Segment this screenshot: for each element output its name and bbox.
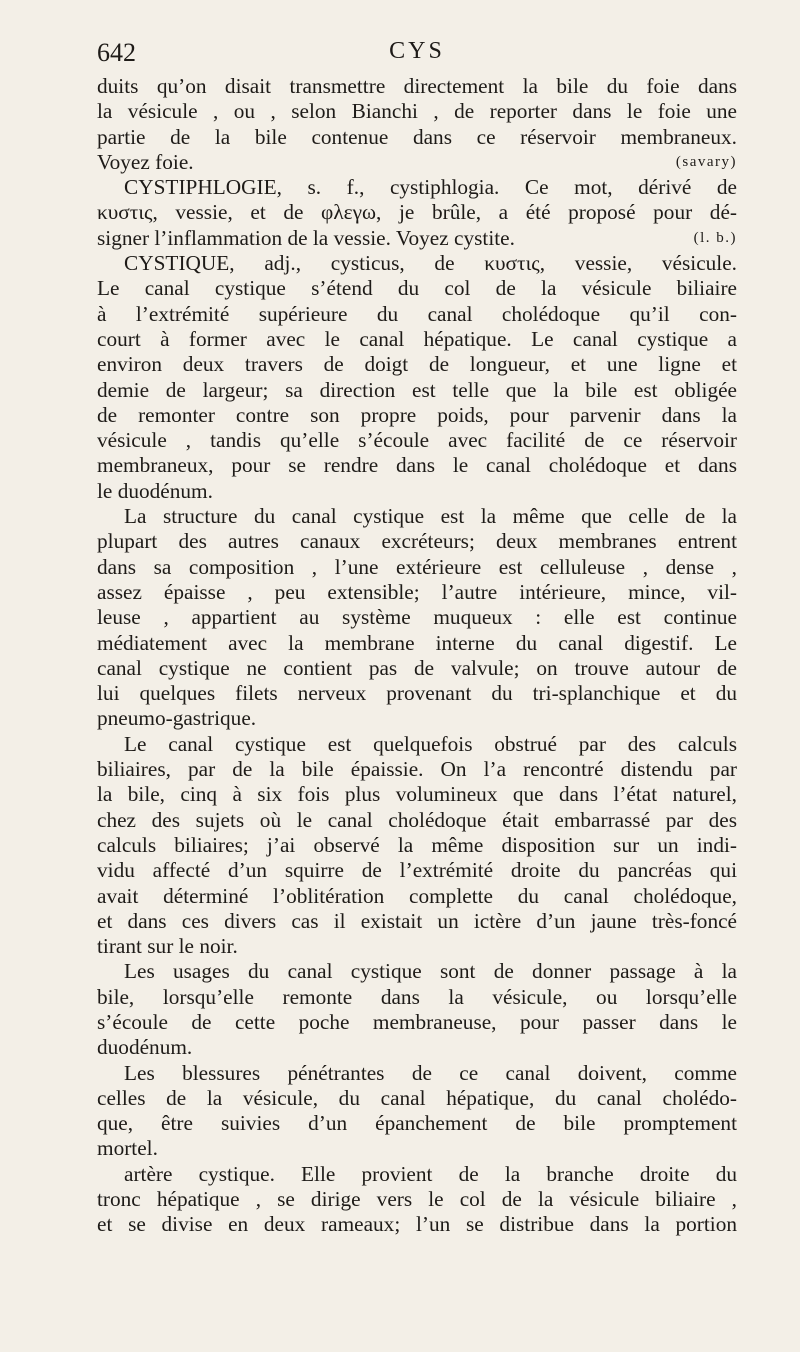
text-line: κυστις, vessie, et de φλεγω, je brûle, a été proposé pour dé- [97, 200, 737, 225]
text-line: artère cystique. Elle provient de la branche droite du [124, 1161, 737, 1186]
text-line: plupart des autres canaux excréteurs; deux membranes entrent [97, 529, 737, 554]
text-line: calculs biliaires; j’ai observé la même disposition sur un indi- [97, 832, 737, 857]
text-line: assez épaisse , peu extensible; l’autre intérieure, mince, vil- [97, 579, 737, 604]
text-line: duodénum. [97, 1035, 193, 1060]
text-line: partie de la bile contenue dans ce réservoir membraneux. [97, 124, 737, 149]
running-head: CYS [389, 38, 445, 64]
text-line: canal cystique ne contient pas de valvule; on trouve autour de [97, 655, 737, 680]
text-line: celles de la vésicule, du canal hépatique, du canal cholédo- [97, 1085, 737, 1110]
text-line: tronc hépatique , se dirige vers le col de la vésicule biliaire , [97, 1187, 737, 1212]
text-line: Le canal cystique s’étend du col de la vésicule biliaire [97, 276, 737, 301]
text-line: lui quelques filets nerveux provenant du tri-splanchique et du [97, 681, 737, 706]
text-line: à l’extrémité supérieure du canal cholédoque qu’il con- [97, 301, 737, 326]
text-line: le duodénum. [97, 478, 213, 503]
text-line: biliaires, par de la bile épaissie. On l’a rencontré distendu par [97, 757, 737, 782]
text-line: mortel. [97, 1136, 158, 1161]
text-line: duits qu’on disait transmettre directement la bile du foie dans [97, 74, 737, 98]
text-line: environ deux travers de doigt de longueur, et une ligne et [97, 352, 737, 377]
page-header [97, 38, 737, 72]
text-line-left: Voyez foie. [97, 149, 194, 174]
text-line: s’écoule de cette poche membraneuse, pour passer dans le [97, 1009, 737, 1034]
text-line: dans sa composition , l’une extérieure est celluleuse , dense , [97, 554, 737, 579]
text-line: CYSTIQUE, adj., cysticus, de κυστις, vessie, vésicule. [124, 251, 737, 276]
text-line: CYSTIPHLOGIE, s. f., cystiphlogia. Ce mot, dérivé de [124, 175, 737, 200]
text-line: leuse , appartient au système muqueux : elle est continue [97, 605, 737, 630]
text-line: et dans ces divers cas il existait un ictère d’un jaune très-foncé [97, 908, 737, 933]
page-number: 642 [97, 38, 136, 67]
author-initials: (savary) [675, 153, 737, 170]
text-line: la bile, cinq à six fois plus volumineux que dans l’état naturel, [97, 782, 737, 807]
text-line: médiatement avec la membrane interne du canal digestif. Le [97, 630, 737, 655]
text-line [97, 226, 737, 251]
text-line: et se divise en deux rameaux; l’un se distribue dans la portion [97, 1212, 737, 1237]
text-line: que, être suivies d’un épanchement de bile promptement [97, 1111, 737, 1136]
text-line: pneumo-gastrique. [97, 706, 257, 731]
text-line: membraneux, pour se rendre dans le canal cholédoque et dans [97, 453, 737, 478]
text-line: chez des sujets où le canal cholédoque était embarrassé par des [97, 807, 737, 832]
text-line: vidu affecté d’un squirre de l’extrémité droite du pancréas qui [97, 858, 737, 883]
text-line: vésicule , tandis qu’elle s’écoule avec facilité de ce réservoir [97, 428, 737, 453]
text-line: la vésicule , ou , selon Bianchi , de reporter dans le foie une [97, 99, 737, 124]
text-line [97, 150, 737, 175]
text-line: Les blessures pénétrantes de ce canal doivent, comme [124, 1060, 737, 1085]
text-line: Les usages du canal cystique sont de donner passage à la [124, 959, 737, 984]
text-line: court à former avec le canal hépatique. Le canal cystique a [97, 326, 737, 351]
author-initials: (l. b.) [693, 229, 737, 246]
text-line: de remonter contre son propre poids, pour parvenir dans la [97, 402, 737, 427]
body-text [97, 74, 737, 1238]
text-line-left: signer l’inflammation de la vessie. Voyez cystite. [97, 225, 515, 250]
text-line: avait déterminé l’oblitération complette du canal cholédoque, [97, 883, 737, 908]
text-line: demie de largeur; sa direction est telle que la bile est obligée [97, 377, 737, 402]
text-line: La structure du canal cystique est la même que celle de la [124, 504, 737, 529]
text-line: bile, lorsqu’elle remonte dans la vésicule, ou lorsqu’elle [97, 984, 737, 1009]
text-line: Le canal cystique est quelquefois obstrué par des calculs [124, 731, 737, 756]
text-line: tirant sur le noir. [97, 934, 238, 959]
